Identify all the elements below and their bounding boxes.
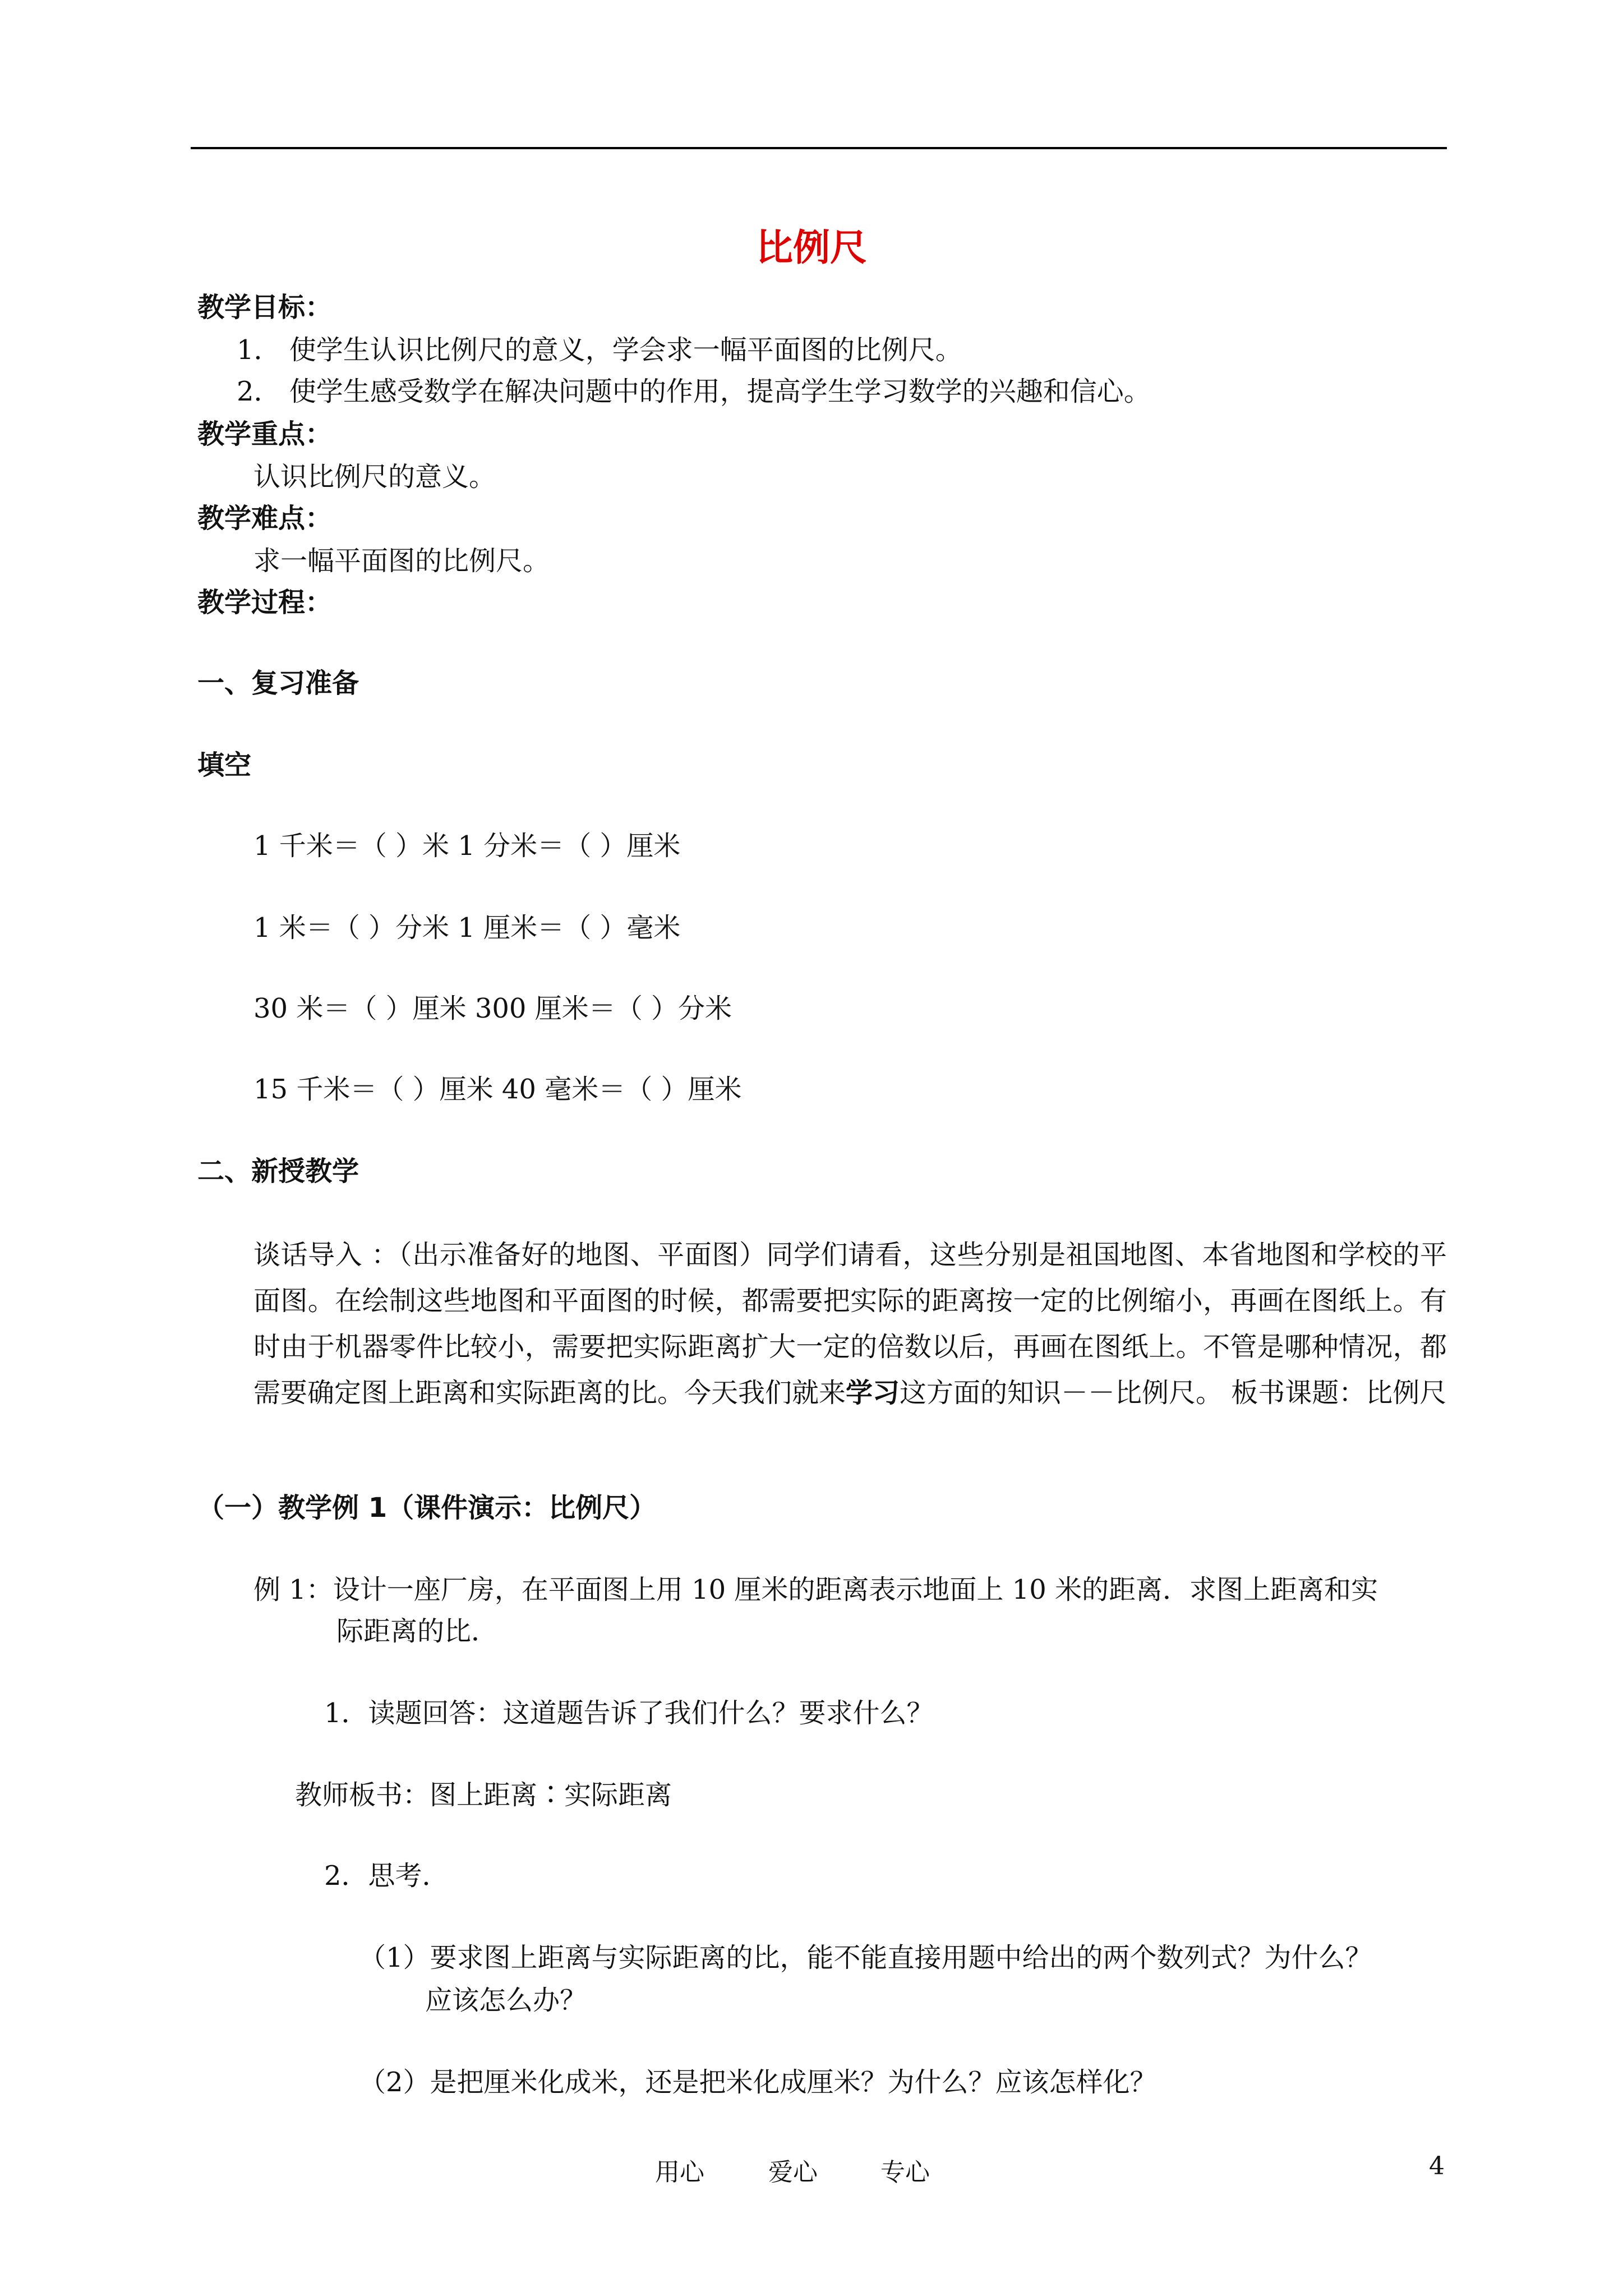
- difficulty-heading: 教学难点：: [197, 503, 333, 534]
- teacher-board-note: 教师板书：图上距离∶实际距离: [295, 1779, 672, 1811]
- step-2: 2．思考．: [324, 1860, 449, 1892]
- fill-blank-line: 1 千米＝（ ）米 1 分米＝（ ）厘米: [253, 830, 681, 862]
- key-point-text: 认识比例尺的意义。: [253, 461, 496, 493]
- intro-paragraph: [253, 1232, 1447, 1416]
- fill-blank-line: 1 米＝（ ）分米 1 厘米＝（ ）毫米: [253, 912, 681, 944]
- intro-text: 谈话导入 ：（出示准备好的地图、平面图）同学们请看，这些分别是祖国地图、本省地图和学校的平面图。在绘制这些地图和平面图的时候，都需要把实际的距离按一定的比例缩小，再画在图纸上。有时由于机器零件比较小，需要把实际距离扩大一定的倍数以后，再画在图纸上。不管是哪种情况，都需要确定图上距离和实际距离的比。今天我们就来: [253, 1239, 1447, 1409]
- objective-item: 1． 使学生认识比例尺的意义，学会求一幅平面图的比例尺。: [237, 334, 962, 366]
- intro-text-end: 这方面的知识－－比例尺。 板书课题：比例尺: [900, 1377, 1447, 1409]
- process-heading: 教学过程：: [197, 587, 333, 618]
- difficulty-text: 求一幅平面图的比例尺。: [253, 545, 550, 577]
- page-title: 比例尺: [756, 226, 867, 269]
- page-number: 4: [1429, 2152, 1445, 2180]
- question-2: （2）是把厘米化成米，还是把米化成厘米？为什么？应该怎样化？: [359, 2067, 1157, 2098]
- question-1: （1）要求图上距离与实际距离的比，能不能直接用题中给出的两个数列式？为什么？: [359, 1942, 1372, 1973]
- objectives-heading: 教学目标：: [197, 292, 333, 323]
- footer-motto: 专心: [880, 2158, 930, 2187]
- fill-blank-heading: 填空: [197, 749, 252, 781]
- example-heading: （一）教学例 1（课件演示：比例尺）: [197, 1492, 657, 1524]
- section1-heading: 一、复习准备: [197, 668, 359, 699]
- fill-blank-line: 15 千米＝（ ）厘米 40 毫米＝（ ）厘米: [253, 1074, 742, 1105]
- footer-motto: 爱心: [768, 2158, 818, 2187]
- objective-item: 2． 使学生感受数学在解决问题中的作用，提高学生学习数学的兴趣和信心。: [237, 376, 1151, 407]
- intro-bold-text: 学习: [846, 1377, 900, 1409]
- key-point-heading: 教学重点：: [197, 418, 333, 450]
- example-text: 例 1：设计一座厂房，在平面图上用 10 厘米的距离表示地面上 10 米的距离．求图上距离和实: [253, 1574, 1378, 1605]
- example-text-continued: 际距离的比．: [336, 1616, 499, 1647]
- section2-heading: 二、新授教学: [197, 1156, 359, 1187]
- question-1-continued: 应该怎么办？: [425, 1985, 587, 2016]
- fill-blank-line: 30 米＝（ ）厘米 300 厘米＝（ ）分米: [253, 993, 732, 1024]
- header-rule: [191, 147, 1447, 149]
- step-1: 1．读题回答：这道题告诉了我们什么？要求什么？: [324, 1697, 934, 1729]
- footer-motto: 用心: [655, 2158, 704, 2187]
